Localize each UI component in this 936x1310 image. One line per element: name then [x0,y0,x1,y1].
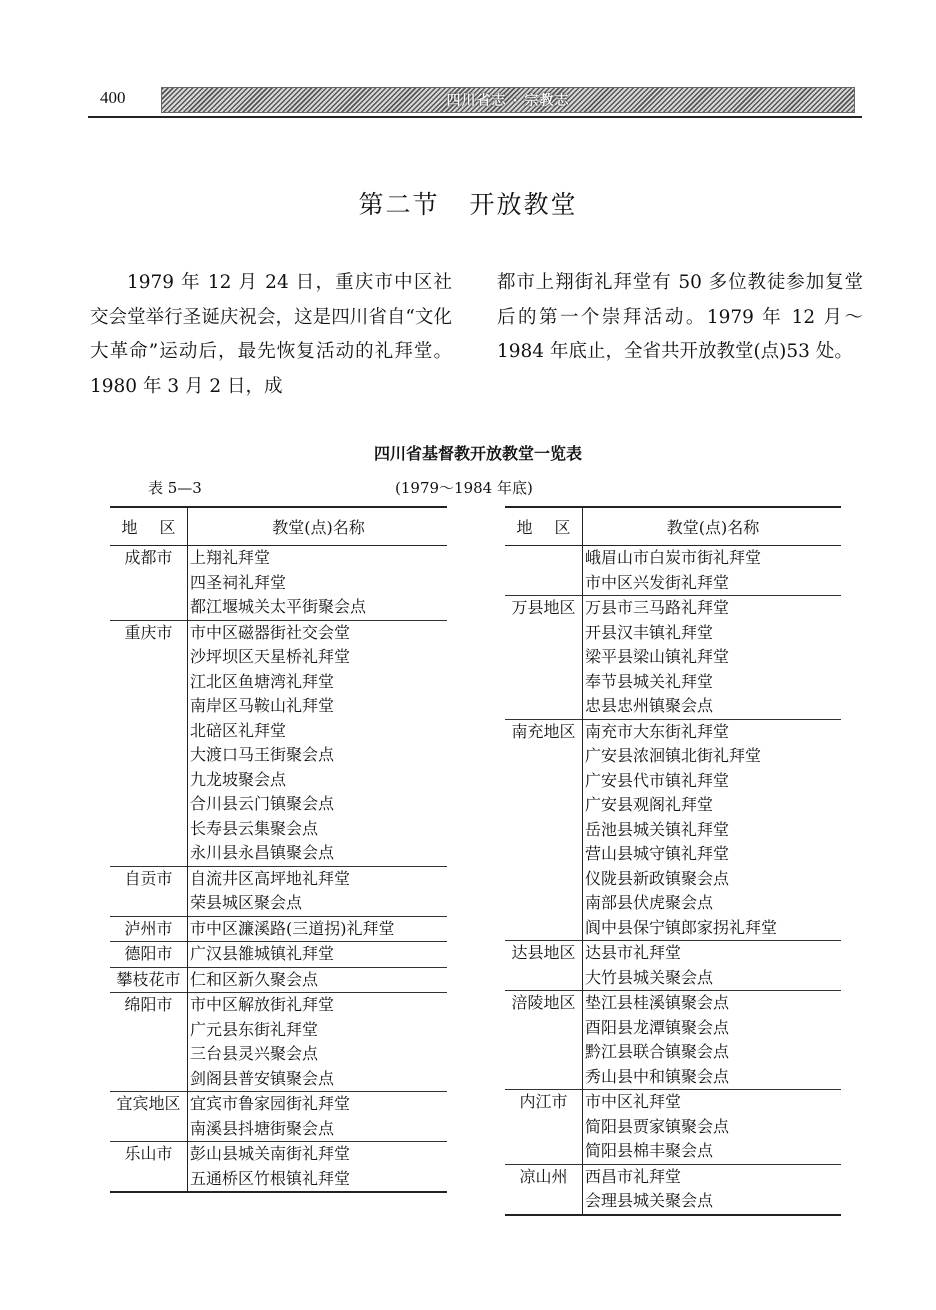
column-header-names: 教堂(点)名称 [188,507,448,546]
church-name: 南溪县抖塘街聚会点 [190,1118,335,1138]
church-name: 南部县伏虎聚会点 [585,893,714,912]
church-names-cell [583,991,842,1090]
table-row [110,866,447,916]
church-name: 荣县城区聚会点 [190,893,303,912]
church-names-cell [188,1092,448,1142]
church-name: 永川县永昌镇聚会点 [190,843,335,862]
table-row [110,993,447,1092]
table-row [505,941,841,991]
church-name: 达县市礼拜堂 [585,943,682,962]
church-name: 广安县浓洄镇北街礼拜堂 [585,746,762,765]
church-name: 市中区礼拜堂 [585,1092,682,1111]
church-names-cell [583,941,842,991]
table-row [505,1090,841,1165]
table-row [110,942,447,968]
table-row [505,1164,841,1215]
region-cell: 凉山州 [519,1166,568,1186]
section-number: 第二节 [358,190,440,219]
church-name: 西昌市礼拜堂 [585,1166,682,1186]
region-cell: 重庆市 [124,622,173,642]
region-cell: 绵阳市 [124,995,173,1014]
church-name: 剑阁县普安镇聚会点 [190,1068,335,1088]
body-paragraph-left: 1979 年 12 月 24 日，重庆市中区社交会堂举行圣诞庆祝会，这是四川省自“文化大革命”运动后，最先恢复活动的礼拜堂。1980 年 3 月 2 日，成 [90,272,452,397]
church-names-cell [188,546,448,621]
column-header-region-char-1: 地 [121,518,138,537]
church-name: 南岸区马鞍山礼拜堂 [190,696,335,715]
church-name: 秀山县中和镇聚会点 [585,1066,730,1086]
column-header-region-char-2: 区 [554,518,571,537]
church-name: 三台县灵兴聚会点 [190,1044,319,1063]
church-name: 万县市三马路礼拜堂 [585,598,730,617]
table-row [505,596,841,720]
church-name: 江北区鱼塘湾礼拜堂 [190,671,335,691]
church-names-cell [583,1090,842,1165]
region-cell: 涪陵地区 [511,993,576,1012]
church-name: 垫江县桂溪镇聚会点 [585,993,730,1012]
region-cell: 内江市 [519,1092,568,1111]
region-cell: 乐山市 [124,1144,173,1163]
church-names-cell [188,620,448,866]
church-name: 广元县东街礼拜堂 [190,1019,319,1039]
church-name: 都江堰城关太平街聚会点 [190,597,367,616]
church-name: 五通桥区竹根镇礼拜堂 [190,1168,351,1188]
section-title [0,185,936,221]
body-column-right [497,266,863,370]
region-cell: 泸州市 [124,918,173,938]
church-name: 广安县观阁礼拜堂 [585,795,714,814]
church-name: 酉阳县龙潭镇聚会点 [585,1017,730,1037]
table-row [110,1092,447,1142]
church-names-cell [188,916,448,942]
church-name: 广汉县雒城镇礼拜堂 [190,944,335,963]
table-body-left [110,546,447,1193]
table-date-range: (1979～1984 年底) [395,479,533,497]
body-column-left [90,266,452,404]
church-name: 大渡口马王街聚会点 [190,745,335,764]
church-names-cell [583,546,842,596]
church-names-cell [583,1164,842,1215]
church-name: 四圣祠礼拜堂 [190,572,287,592]
column-header-names: 教堂(点)名称 [583,507,842,546]
running-header-banner [161,87,855,113]
church-name: 沙坪坝区天星桥礼拜堂 [190,647,351,666]
church-name: 北碚区礼拜堂 [190,720,287,740]
church-name: 忠县忠州镇聚会点 [585,696,714,715]
church-name: 广安县代市镇礼拜堂 [585,770,730,790]
church-name: 会理县城关聚会点 [585,1191,714,1210]
church-name: 阆中县保宁镇郎家拐礼拜堂 [585,917,778,937]
church-name: 峨眉山市白炭市街礼拜堂 [585,548,762,567]
church-name: 长寿县云集聚会点 [190,818,319,838]
church-name: 九龙坡聚会点 [190,769,287,789]
church-name: 市中区兴发街礼拜堂 [585,572,730,592]
table-row [505,991,841,1090]
region-cell: 达县地区 [511,943,576,962]
church-name: 上翔礼拜堂 [190,548,271,567]
church-names-cell [188,866,448,916]
church-name: 市中区解放街礼拜堂 [190,995,335,1014]
church-name: 简阳县棉丰聚会点 [585,1141,714,1160]
column-header-region [110,507,188,546]
header-rule [88,116,862,118]
table-row [110,967,447,993]
church-name: 梁平县梁山镇礼拜堂 [585,647,730,666]
church-table-right [505,506,841,1216]
page-number: 400 [100,88,126,107]
church-name: 开县汉丰镇礼拜堂 [585,622,714,642]
church-name: 营山县城守镇礼拜堂 [585,844,730,863]
column-header-region-char-1: 地 [516,518,533,537]
church-name: 仪陇县新政镇聚会点 [585,868,730,888]
church-name: 市中区濂溪路(三道拐)礼拜堂 [190,918,395,938]
church-names-cell [188,942,448,968]
church-names-cell [188,993,448,1092]
church-name: 自流井区高坪地礼拜堂 [190,868,351,888]
table-body-right [505,546,841,1215]
church-name: 市中区磁器街社交会堂 [190,622,351,642]
running-header-title: 四川省志 · 宗教志 [446,93,570,109]
region-cell [505,546,583,596]
church-table-left [110,506,447,1193]
church-name: 黔江县联合镇聚会点 [585,1042,730,1061]
church-names-cell [188,967,448,993]
church-name: 仁和区新久聚会点 [190,969,319,989]
region-cell: 德阳市 [124,944,173,963]
region-cell: 宜宾地区 [116,1094,181,1113]
region-cell: 自贡市 [124,868,173,888]
table-header-row [505,507,841,546]
region-cell: 万县地区 [511,598,576,617]
church-name: 奉节县城关礼拜堂 [585,671,714,691]
table-row [505,546,841,596]
church-name: 简阳县贾家镇聚会点 [585,1116,730,1136]
table-row [110,916,447,942]
church-name: 宜宾市鲁家园街礼拜堂 [190,1094,351,1113]
table-row [110,546,447,621]
church-names-cell [583,719,842,941]
table-row [505,719,841,941]
column-header-region-char-2: 区 [159,518,176,537]
church-names-cell [188,1142,448,1193]
region-cell: 南充地区 [511,721,576,741]
table-row [110,620,447,866]
church-name: 南充市大东街礼拜堂 [585,721,730,741]
table-number: 表 5—3 [148,479,202,497]
column-header-region [505,507,583,546]
table-row [110,1142,447,1193]
church-name: 彭山县城关南街礼拜堂 [190,1144,351,1163]
region-cell: 成都市 [124,548,173,567]
table-title: 四川省基督教开放教堂一览表 [373,444,582,463]
region-cell: 攀枝花市 [116,969,181,989]
section-heading: 开放教堂 [469,190,578,219]
church-name: 合川县云门镇聚会点 [190,794,335,813]
church-names-cell [583,596,842,720]
table-header-row [110,507,447,546]
church-name: 大竹县城关聚会点 [585,967,714,987]
body-paragraph-right: 都市上翔街礼拜堂有 50 多位教徒参加复堂后的第一个崇拜活动。1979 年 12 月～1984 年底止，全省共开放教堂(点)53 处。 [497,272,863,362]
church-name: 岳池县城关镇礼拜堂 [585,819,730,839]
